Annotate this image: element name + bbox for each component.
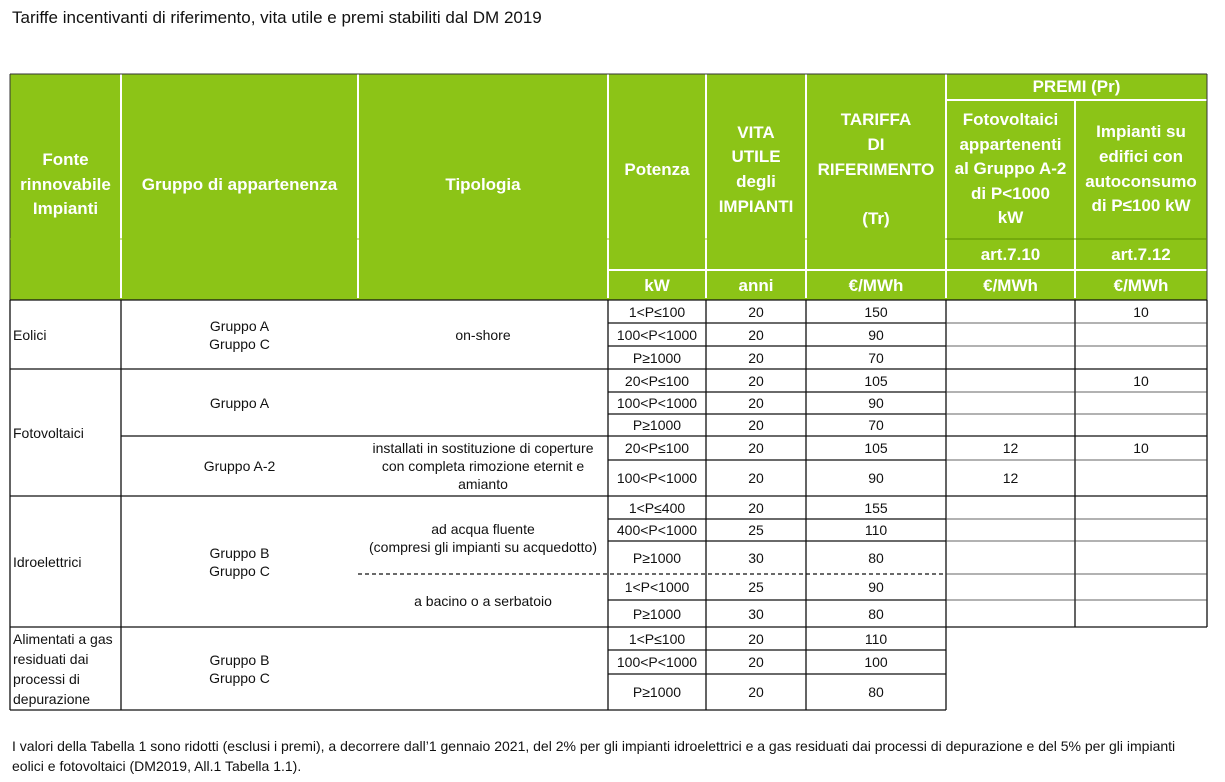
cell-p1 (946, 674, 1075, 710)
header-art-7-12: art.7.12 (1111, 245, 1171, 265)
page-title: Tariffe incentivanti di riferimento, vita utile e premi stabiliti dal DM 2019 (12, 8, 542, 27)
header-art-7-10: art.7.10 (980, 245, 1041, 265)
cell-p2 (1075, 519, 1207, 541)
cell-potenza: 20<P≤100 (624, 372, 690, 389)
cell-potenza: 400<P<1000 (616, 522, 698, 538)
cell-potenza: P≥1000 (632, 549, 682, 566)
cell-p1 (946, 392, 1075, 414)
cell-potenza: P≥1000 (632, 349, 682, 366)
cell-p2 (1075, 541, 1207, 574)
cell-tariffa: 90 (868, 395, 884, 411)
cell-p2 (1075, 574, 1207, 600)
fonte-fotovoltaici: Fotovoltaici (13, 424, 84, 441)
cell-potenza: 100<P<1000 (616, 395, 698, 411)
cell-vita: 20 (748, 372, 764, 389)
cell-p2: 10 (1133, 372, 1149, 389)
cell-p1 (946, 600, 1075, 627)
header-premio-fotovoltaici: Fotovoltaici appartenenti al Gruppo A-2 di P<1000 kW (954, 109, 1067, 228)
gruppo-fotovoltaici-a: Gruppo A (209, 394, 270, 411)
cell-vita: 20 (748, 499, 764, 516)
cell-vita: 20 (748, 684, 764, 700)
cell-potenza: P≥1000 (632, 684, 682, 700)
cell-vita: 20 (748, 349, 764, 366)
unit-anni: anni (738, 275, 774, 295)
fonte-eolici: Eolici (13, 326, 47, 343)
cell-p1 (946, 574, 1075, 600)
cell-p1 (946, 627, 1075, 650)
unit-kw: kW (644, 275, 670, 295)
cell-p2 (1075, 650, 1207, 674)
cell-p2 (1075, 496, 1207, 519)
header-potenza: Potenza (624, 159, 690, 179)
cell-p2: 10 (1133, 303, 1149, 320)
cell-p2 (1075, 392, 1207, 414)
cell-tariffa: 105 (864, 440, 888, 456)
cell-vita: 25 (748, 522, 764, 538)
gruppo-fotovoltaici-a2: Gruppo A-2 (203, 458, 276, 474)
header-premio-autoconsumo: Impianti su edifici con autoconsumo di P≤100 kW (1085, 122, 1197, 216)
cell-p2 (1075, 674, 1207, 710)
cell-potenza: 100<P<1000 (616, 470, 698, 486)
unit-tariffa: €/MWh (848, 275, 904, 295)
cell-vita: 20 (748, 654, 764, 670)
cell-p2 (1075, 414, 1207, 436)
cell-tariffa: 90 (868, 470, 884, 486)
cell-potenza: 100<P<1000 (616, 326, 698, 343)
cell-tariffa: 80 (868, 684, 884, 700)
cell-vita: 20 (748, 326, 764, 343)
cell-tariffa: 90 (868, 579, 884, 595)
cell-p1 (946, 650, 1075, 674)
gruppo-eolici: Gruppo A Gruppo C (209, 317, 270, 352)
header-gruppo: Gruppo di appartenenza (141, 174, 338, 194)
header-premi: PREMI (Pr) (1032, 76, 1121, 96)
cell-p1: 12 (1002, 440, 1019, 456)
cell-potenza: 20<P≤100 (624, 440, 690, 456)
cell-tariffa: 150 (864, 303, 888, 320)
header-fonte: Fonte rinnovabile Impianti (20, 150, 111, 219)
cell-vita: 20 (748, 630, 764, 647)
header-vita-utile: VITA UTILE degli IMPIANTI (718, 122, 794, 216)
header-tipologia: Tipologia (445, 174, 521, 194)
cell-tariffa: 80 (868, 549, 884, 566)
unit-premio-2: €/MWh (1113, 275, 1169, 295)
cell-potenza: 1<P≤400 (628, 499, 686, 516)
cell-potenza: 1<P≤100 (628, 630, 686, 647)
cell-vita: 25 (748, 579, 764, 595)
header-tariffa: TARIFFA DI RIFERIMENTO (Tr) (817, 110, 935, 228)
cell-tariffa: 105 (864, 372, 888, 389)
cell-vita: 30 (748, 605, 764, 622)
cell-p1 (946, 496, 1075, 519)
cell-p1: 12 (1002, 470, 1019, 486)
cell-tariffa: 100 (864, 654, 888, 670)
cell-tariffa: 70 (868, 417, 884, 433)
cell-p1 (946, 414, 1075, 436)
cell-vita: 20 (748, 470, 764, 486)
cell-p2: 10 (1133, 440, 1149, 456)
cell-p1 (946, 369, 1075, 392)
tipologia-acqua-fluente: ad acqua fluente (compresi gli impianti su acquedotto) (369, 521, 597, 555)
gruppo-gas-residuati: Gruppo B Gruppo C (209, 651, 270, 686)
unit-premio-1: €/MWh (983, 275, 1038, 295)
cell-vita: 20 (748, 440, 764, 456)
cell-tariffa: 110 (864, 522, 888, 538)
tipologia-bacino: a bacino o a serbatoio (414, 593, 552, 609)
cell-vita: 20 (748, 395, 764, 411)
cell-p2 (1075, 460, 1207, 496)
cell-tariffa: 90 (868, 326, 884, 343)
cell-p2 (1075, 346, 1207, 369)
cell-tariffa: 70 (868, 349, 884, 366)
cell-potenza: P≥1000 (632, 605, 682, 622)
cell-potenza: P≥1000 (632, 417, 682, 433)
cell-p1 (946, 519, 1075, 541)
cell-tariffa: 80 (868, 605, 884, 622)
cell-vita: 20 (748, 417, 764, 433)
tipologia-eolici: on-shore (455, 326, 511, 343)
cell-potenza: 1<P<1000 (624, 579, 690, 595)
gruppo-idroelettrici: Gruppo B Gruppo C (209, 544, 270, 579)
cell-p1 (946, 346, 1075, 369)
tipologia-fotovoltaici-a2: installati in sostituzione di coperture con completa rimozione eternit e amianto (372, 440, 594, 492)
cell-p1 (946, 323, 1075, 346)
cell-p1 (946, 541, 1075, 574)
cell-potenza: 100<P<1000 (616, 654, 698, 670)
cell-p2 (1075, 627, 1207, 650)
cell-potenza: 1<P≤100 (628, 303, 686, 320)
cell-vita: 30 (748, 549, 764, 566)
fonte-idroelettrici: Idroelettrici (13, 553, 82, 570)
footnote: I valori della Tabella 1 sono ridotti (esclusi i premi), a decorrere dall’1 gennaio 2021, del 2% per gli impianti idroelettrici e a gas residuati dai processi di depurazione e del 5% per gli impianti eolici e fotovoltaici (DM2019, All.1 Tabella 1.1). (12, 738, 1176, 774)
cell-tariffa: 155 (864, 499, 888, 516)
cell-p2 (1075, 323, 1207, 346)
fonte-gas-residuati: Alimentati a gas residuati dai processi di depurazione (13, 630, 113, 707)
cell-p2 (1075, 600, 1207, 627)
cell-tariffa: 110 (864, 630, 888, 647)
cell-p1 (946, 300, 1075, 323)
cell-vita: 20 (748, 303, 764, 320)
